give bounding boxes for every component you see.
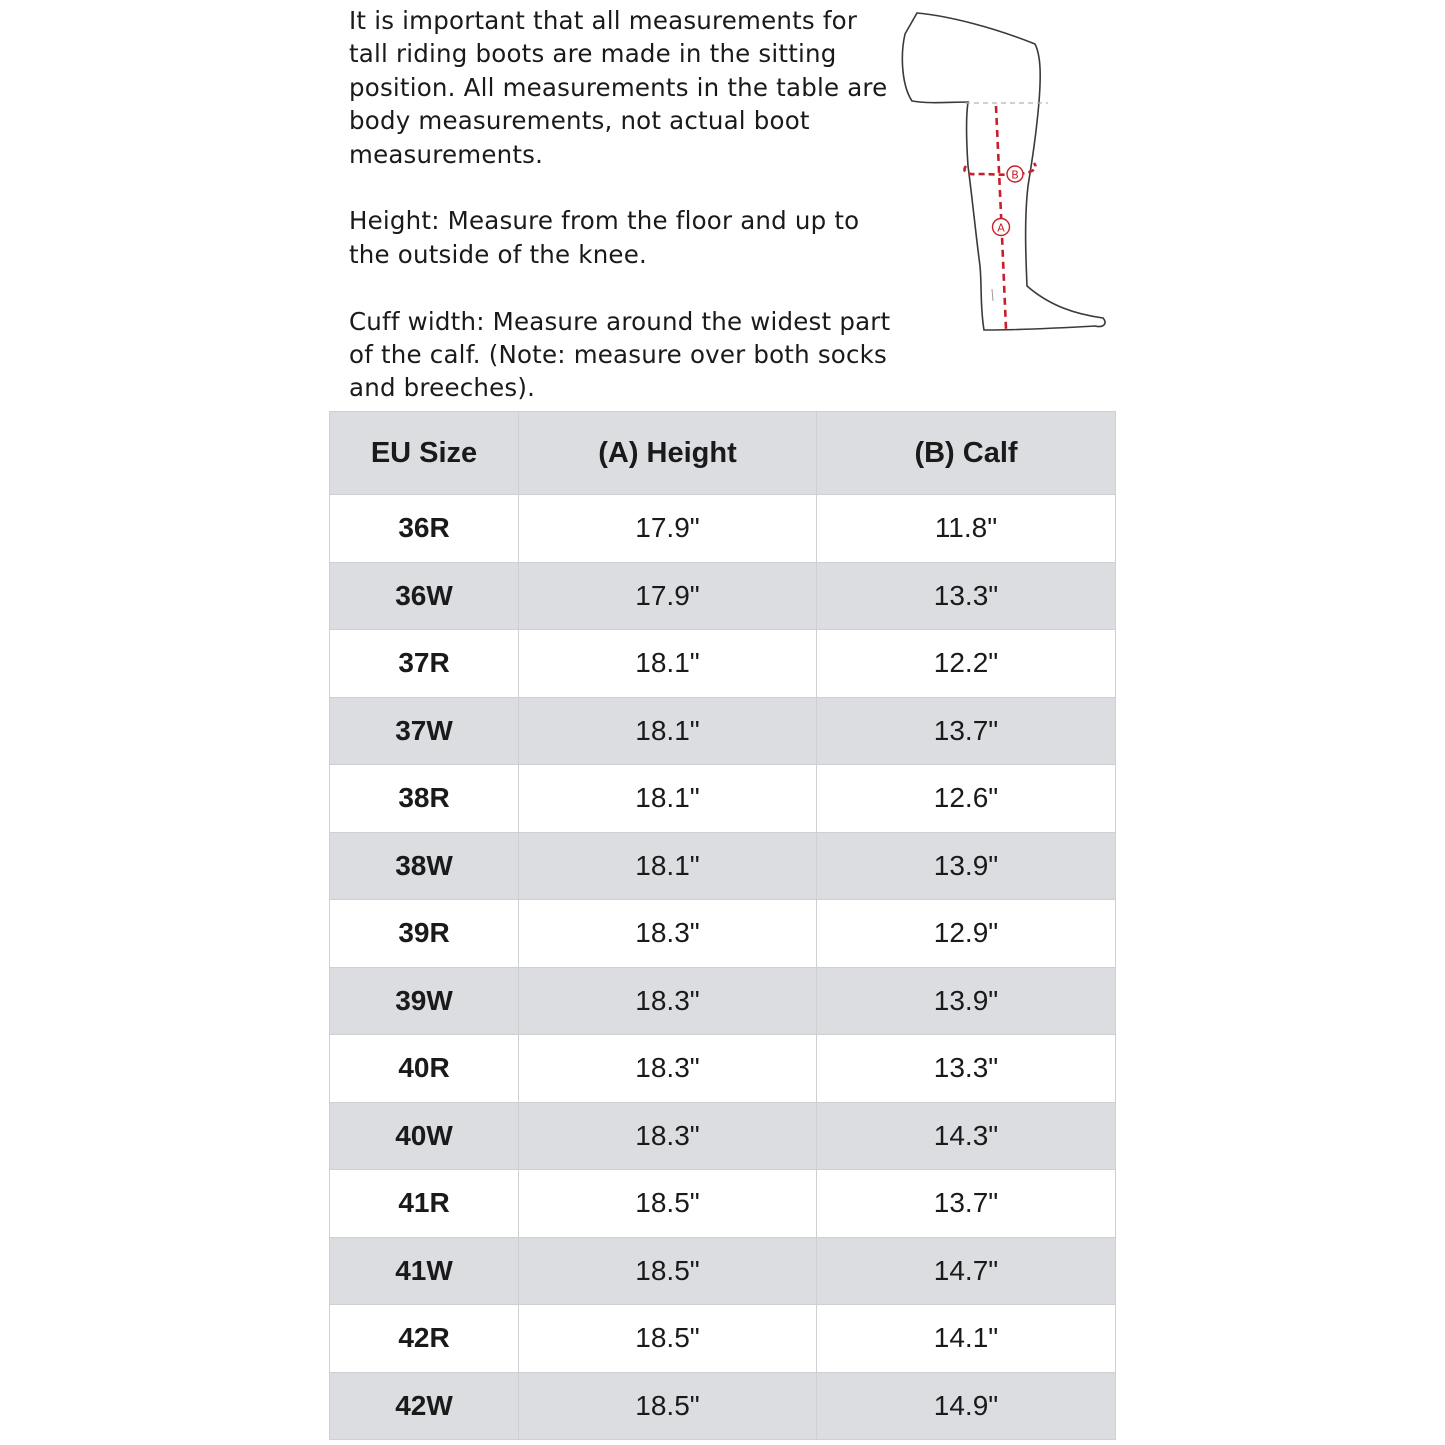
header-eu-size: EU Size (330, 412, 519, 495)
height-measure-line (996, 106, 1006, 329)
height-cell: 18.5" (519, 1170, 817, 1238)
size-cell: 37W (330, 697, 519, 765)
leg-measurement-diagram-icon (900, 6, 1115, 336)
height-cell: 18.3" (519, 967, 817, 1035)
calf-cell: 13.3" (817, 1035, 1116, 1103)
table-row (330, 1170, 1116, 1238)
height-cell: 18.5" (519, 1372, 817, 1440)
label-a: A (997, 221, 1005, 235)
height-cell: 17.9" (519, 495, 817, 563)
height-cell: 17.9" (519, 562, 817, 630)
size-cell: 39R (330, 900, 519, 968)
calf-cell: 14.3" (817, 1102, 1116, 1170)
size-cell: 40R (330, 1035, 519, 1103)
calf-cell: 13.7" (817, 697, 1116, 765)
size-cell: 36W (330, 562, 519, 630)
height-cell: 18.5" (519, 1305, 817, 1373)
intro-paragraph-height: Height: Measure from the floor and up to the outside of the knee. (349, 206, 860, 269)
table-row (330, 1035, 1116, 1103)
size-cell: 38W (330, 832, 519, 900)
boot-size-table (329, 411, 1116, 1440)
height-cell: 18.1" (519, 697, 817, 765)
calf-cell: 12.9" (817, 900, 1116, 968)
measurement-instructions (349, 4, 894, 438)
calf-cell: 14.9" (817, 1372, 1116, 1440)
table-row (330, 967, 1116, 1035)
calf-cell: 13.3" (817, 562, 1116, 630)
size-cell: 41W (330, 1237, 519, 1305)
header-height: (A) Height (519, 412, 817, 495)
calf-cell: 12.2" (817, 630, 1116, 698)
intro-paragraph-cuff: Cuff width: Measure around the widest part of the calf. (Note: measure over both socks and breeches). (349, 306, 891, 403)
size-cell: 36R (330, 495, 519, 563)
size-cell: 40W (330, 1102, 519, 1170)
table-row (330, 562, 1116, 630)
table-row (330, 1305, 1116, 1373)
table-row (330, 1102, 1116, 1170)
table-header-row (330, 412, 1116, 495)
size-cell: 42W (330, 1372, 519, 1440)
calf-cell: 12.6" (817, 765, 1116, 833)
height-cell: 18.1" (519, 765, 817, 833)
table-row (330, 765, 1116, 833)
size-cell: 39W (330, 967, 519, 1035)
height-cell: 18.1" (519, 630, 817, 698)
calf-cell: 13.9" (817, 832, 1116, 900)
size-cell: 37R (330, 630, 519, 698)
calf-cell: 14.7" (817, 1237, 1116, 1305)
height-cell: 18.3" (519, 1102, 817, 1170)
table-row (330, 697, 1116, 765)
table-row (330, 832, 1116, 900)
size-cell: 38R (330, 765, 519, 833)
calf-cell: 11.8" (817, 495, 1116, 563)
label-b: B (1011, 168, 1019, 182)
table-row (330, 1237, 1116, 1305)
height-cell: 18.3" (519, 900, 817, 968)
size-cell: 42R (330, 1305, 519, 1373)
height-cell: 18.3" (519, 1035, 817, 1103)
height-cell: 18.5" (519, 1237, 817, 1305)
leg-outline (902, 13, 1105, 330)
intro-paragraph-sitting: It is important that all measurements for tall riding boots are made in the sitting position. All measurements in the table are body measurements, not actual boot measurements. (349, 6, 888, 169)
calf-cell: 14.1" (817, 1305, 1116, 1373)
table-row (330, 495, 1116, 563)
table-row (330, 630, 1116, 698)
calf-cell: 13.7" (817, 1170, 1116, 1238)
header-calf: (B) Calf (817, 412, 1116, 495)
height-cell: 18.1" (519, 832, 817, 900)
table-row (330, 900, 1116, 968)
table-row (330, 1372, 1116, 1440)
calf-cell: 13.9" (817, 967, 1116, 1035)
size-cell: 41R (330, 1170, 519, 1238)
